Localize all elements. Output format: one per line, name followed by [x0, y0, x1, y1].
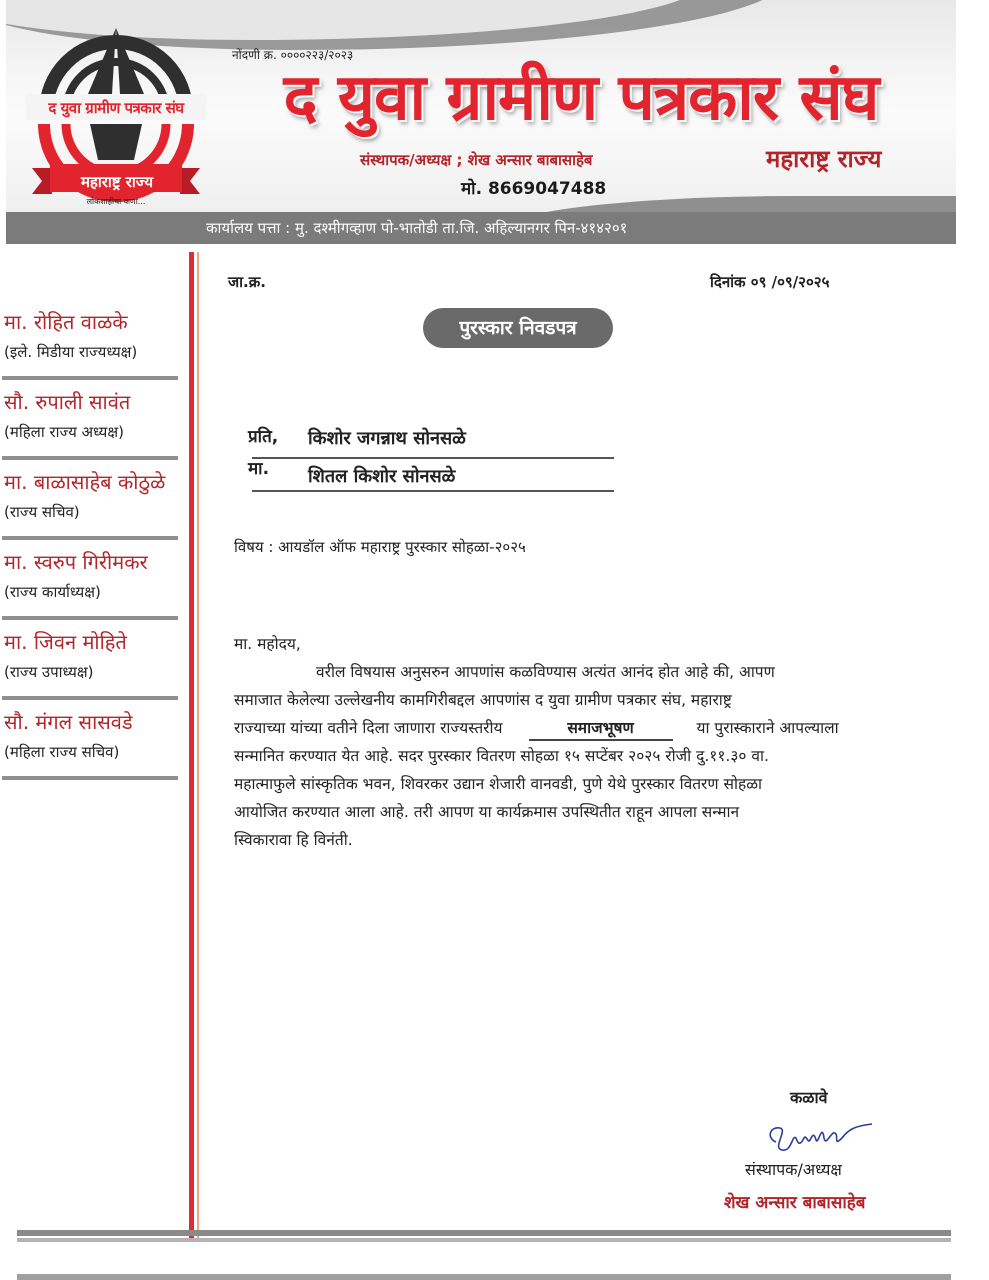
office-bearer-name: मा. स्वरुप गिरीमकर: [4, 550, 148, 574]
office-bearer: [0, 460, 180, 540]
margin-rule-red: [189, 252, 194, 1238]
office-bearer-role: (राज्य उपाध्यक्ष): [4, 663, 94, 681]
letter-title: पुरस्कार निवडपत्र: [423, 308, 613, 348]
body-line: वरील विषयास अनुसरुन आपणांस कळविण्यास अत्यंत आनंद होत आहे की, आपण: [316, 663, 775, 681]
mobile-number: मो. 8669047488: [461, 179, 607, 199]
body-line: [234, 714, 974, 742]
office-bearer-role: (महिला राज्य अध्यक्ष): [4, 423, 124, 441]
office-bearer: [0, 380, 180, 460]
state-label: महाराष्ट्र राज्य: [766, 145, 882, 173]
recipient-underline: [252, 457, 614, 459]
footer-rule: [17, 1238, 951, 1242]
divider: [2, 776, 178, 780]
address-bar: [6, 212, 956, 244]
office-bearer-name: मा. बाळासाहेब कोठुळे: [4, 470, 166, 494]
margin-rule-orange: [197, 252, 199, 1238]
logo-tagline: लोकशाहीचा कणा...: [86, 197, 146, 206]
body-line: स्विकारावा हि विनंती.: [234, 831, 353, 849]
recipient-name: किशोर जगन्नाथ सोनसळे: [308, 428, 466, 449]
footer-rule: [17, 1274, 951, 1280]
office-bearer-role: (इले. मिडीया राज्यध्यक्ष): [4, 343, 138, 361]
letter-body: [234, 630, 974, 854]
office-bearer-role: (राज्य सचिव): [4, 503, 80, 521]
registration-number: नोंदणी क्र. ००००२२३/२०२३: [232, 48, 354, 62]
office-bearer: [0, 620, 180, 700]
office-bearer-role: (महिला राज्य सचिव): [4, 743, 120, 761]
letterhead-banner: [6, 0, 956, 244]
logo-ring-text: द युवा ग्रामीण पत्रकार संघ: [48, 99, 184, 117]
award-name: समाजभूषण: [529, 717, 673, 741]
office-bearer: [0, 300, 180, 380]
signature-icon: [762, 1108, 882, 1158]
organization-logo: [26, 24, 206, 214]
body-line: समाजात केलेल्या उल्लेखनीय कामगिरीबद्दल आपणांस द युवा ग्रामीण पत्रकार संघ, महाराष्ट्र: [234, 691, 732, 709]
body-line-text: राज्याच्या यांच्या वतीने दिला जाणारा राज्यस्तरीय: [234, 719, 503, 737]
office-bearer-name: सौ. रुपाली सावंत: [4, 390, 131, 414]
recipient-underline: [252, 490, 614, 492]
logo-ribbon-text: महाराष्ट्र राज्य: [80, 173, 154, 191]
reference-number-label: जा.क्र.: [228, 273, 266, 291]
signatory-name: शेख अन्सार बाबासाहेब: [724, 1193, 866, 1213]
founder-line: संस्थापक/अध्यक्ष ; शेख अन्सार बाबासाहेब: [360, 151, 593, 169]
honorific-label: मा.: [248, 459, 270, 479]
recipient-name: शितल किशोर सोनसळे: [308, 466, 456, 487]
signatory-role: संस्थापक/अध्यक्ष: [745, 1160, 842, 1179]
closing-word: कळावे: [790, 1088, 828, 1107]
organization-name: द युवा ग्रामीण पत्रकार संघ: [283, 60, 879, 135]
office-bearer-name: मा. जिवन मोहिते: [4, 630, 127, 654]
office-bearer-name: मा. रोहित वाळके: [4, 310, 128, 334]
letter-date: दिनांक ०९ /०९/२०२५: [710, 273, 830, 291]
body-line: आयोजित करण्यात आला आहे. तरी आपण या कार्यक्रमास उपस्थितीत राहून आपला सन्मान: [234, 803, 740, 821]
office-bearer-role: (राज्य कार्याध्यक्ष): [4, 583, 101, 601]
body-line: सन्मानित करण्यात येत आहे. सदर पुरस्कार वितरण सोहळा १५ सप्टेंबर २०२५ रोजी दु.११.३० वा.: [234, 747, 769, 765]
office-bearer: [0, 700, 180, 780]
salutation: मा. महोदय,: [234, 635, 301, 653]
office-bearer-name: सौ. मंगल सासवडे: [4, 710, 133, 734]
office-bearers-sidebar: [0, 300, 180, 780]
letter-subject: विषय : आयडॉल ऑफ महाराष्ट्र पुरस्कार सोहळा-२०२५: [234, 538, 526, 556]
footer-rule: [17, 1230, 951, 1236]
handwritten-signature: [762, 1108, 882, 1158]
body-line-text: या पुरास्काराने आपल्याला: [696, 719, 839, 737]
office-bearer: [0, 540, 180, 620]
office-address: कार्यालय पत्ता : मु. दश्मीगव्हाण पो-भातोडी ता.जि. अहिल्यानगर पिन-४१४२०१: [206, 219, 628, 237]
body-line: महात्माफुले सांस्कृतिक भवन, शिवरकर उद्यान शेजारी वानवडी, पुणे येथे पुरस्कार वितरण सोहळा: [234, 775, 763, 793]
to-label: प्रति,: [248, 427, 279, 447]
